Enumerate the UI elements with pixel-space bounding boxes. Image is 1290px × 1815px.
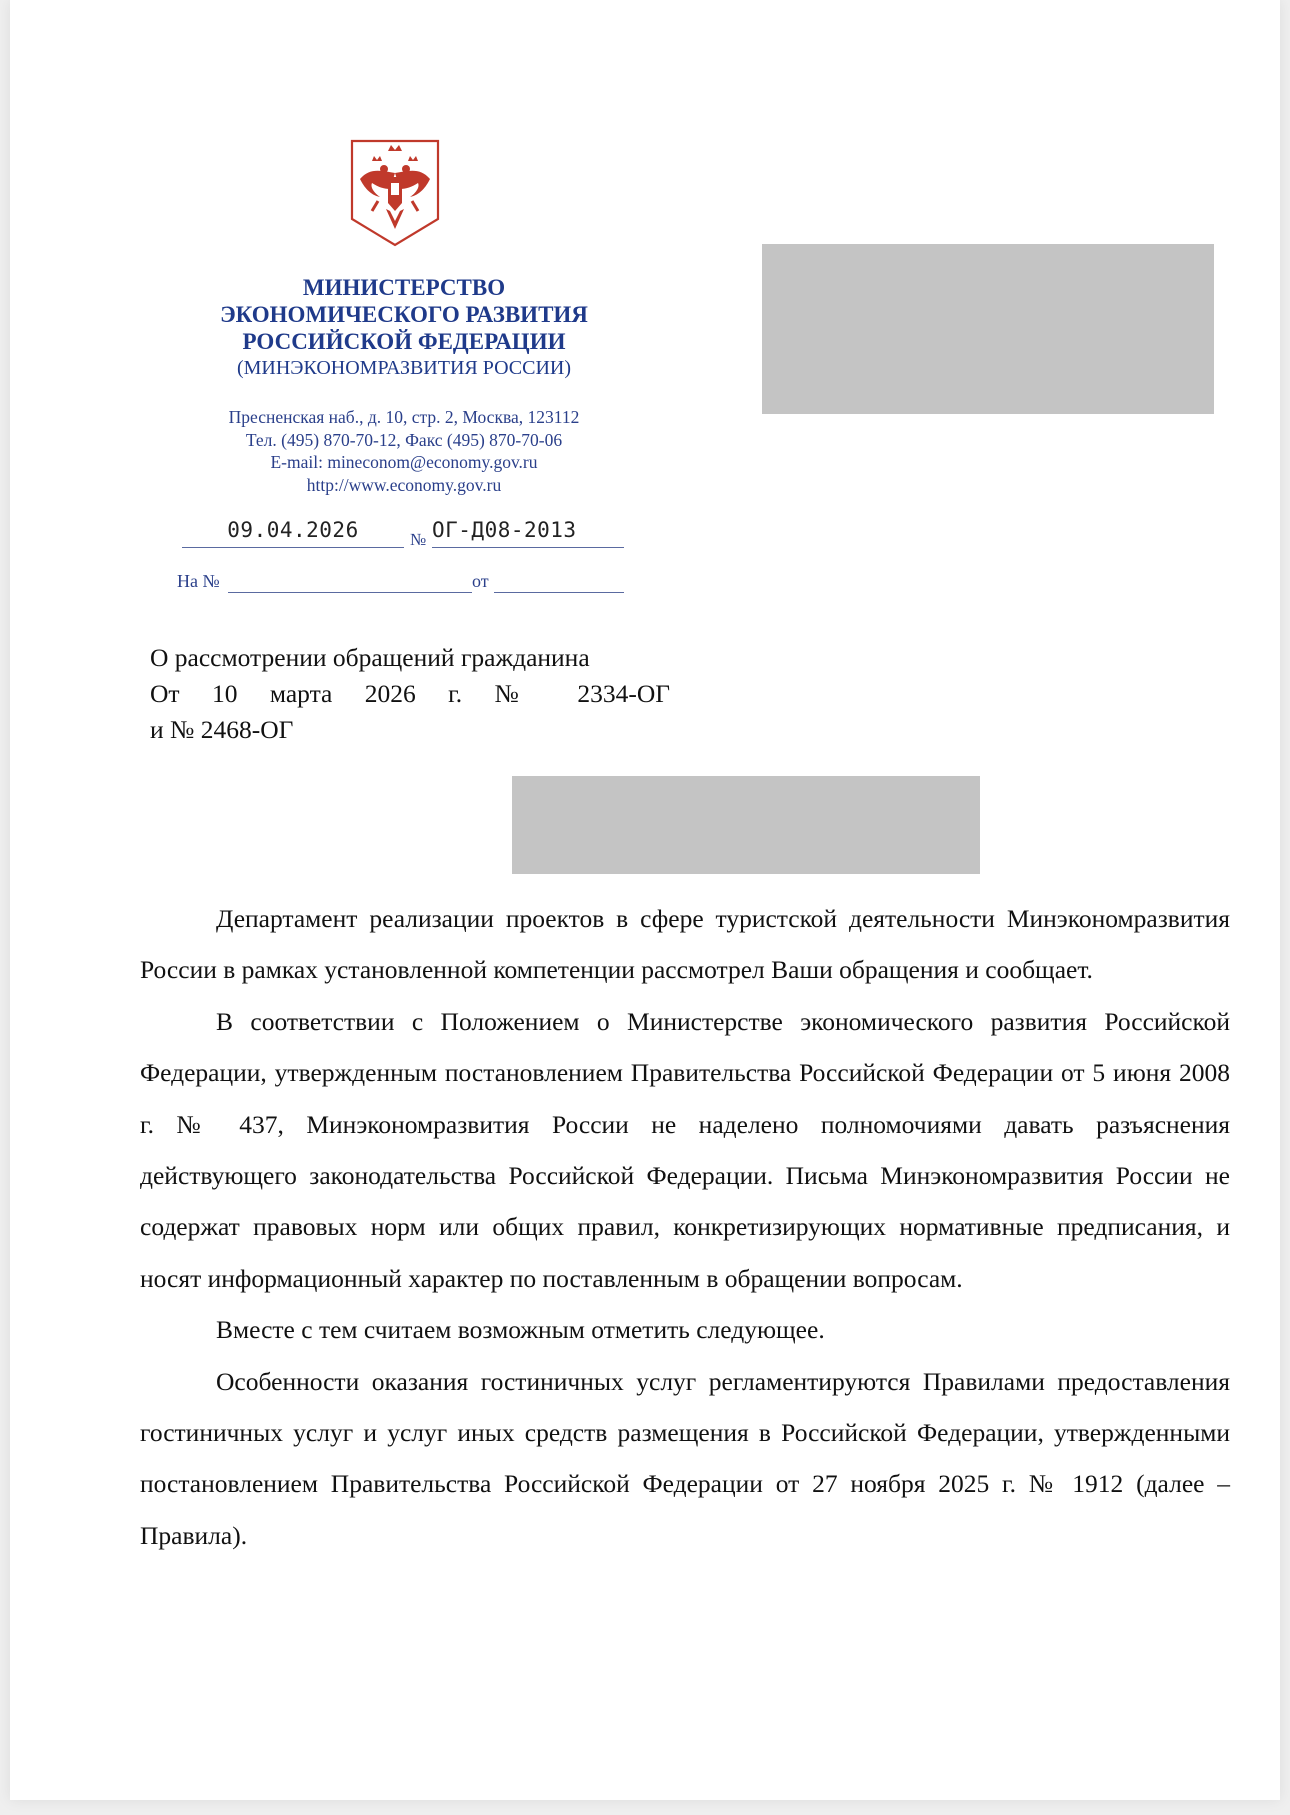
address-line: E-mail: mineconom@economy.gov.ru	[270, 452, 538, 472]
letter-subject	[150, 640, 670, 748]
body-paragraph: Вместе с тем считаем возможным отметить следующее.	[216, 1315, 825, 1345]
ministry-address	[150, 406, 658, 496]
redacted-recipient-block	[762, 244, 1214, 414]
registration-number: ОГ-Д08-2013	[432, 518, 577, 542]
subject-line: и № 2468-ОГ	[150, 715, 294, 744]
russian-coat-of-arms-icon	[348, 137, 442, 249]
ministry-name-line: ЭКОНОМИЧЕСКОГО РАЗВИТИЯ	[220, 302, 588, 327]
reference-number-label: На №	[177, 571, 220, 591]
number-underline	[432, 547, 624, 548]
reference-number-underline	[228, 592, 472, 593]
body-paragraph: Особенности оказания гостиничных услуг регламентируются Правилами предоставления гостиничных услуг и услуг иных средств размещения в Российской Федерации, утвержденными постановлением Правительства Российской Федерации от 27 ноября 2025 г. № 1912 (далее – Правила).	[140, 1366, 1230, 1550]
registration-date: 09.04.2026	[227, 518, 359, 542]
ministry-name	[150, 274, 658, 355]
reference-date-label: от	[472, 571, 489, 591]
body-paragraph: Департамент реализации проектов в сфере туристской деятельности Минэкономразвития России в рамках установленной компетенции рассмотрел Ваши обращения и сообщает.	[140, 904, 1230, 985]
address-line: Тел. (495) 870-70-12, Факс (495) 870-70-06	[245, 429, 563, 450]
reference-date-underline	[494, 592, 624, 593]
subject-line: От 10 марта 2026 г. № 2334-ОГ	[150, 679, 670, 708]
registration-number-label: №	[410, 530, 427, 549]
address-line: http://www.economy.gov.ru	[306, 474, 502, 495]
ministry-name-line: МИНИСТЕРСТВО	[302, 275, 506, 300]
redacted-addressee-block	[512, 776, 980, 874]
ministry-name-line: РОССИЙСКОЙ ФЕДЕРАЦИИ	[242, 329, 566, 354]
ministry-short-name: (МИНЭКОНОМРАЗВИТИЯ РОССИИ)	[236, 357, 572, 379]
date-underline	[182, 547, 404, 548]
document-page	[10, 0, 1280, 1800]
letter-body	[140, 893, 1230, 1561]
address-line: Пресненская наб., д. 10, стр. 2, Москва, 123112	[228, 407, 580, 427]
body-paragraph: В соответствии с Положением о Министерстве экономического развития Российской Федерации, утвержденным постановлением Правительства Российской Федерации от 5 июня 2008 г. № 437, Минэкономразвития России не наделено полномочиями давать разъяснения действующего законодательства Российской Федерации. Письма Минэкономразвития России не содержат правовых норм или общих правил, конкретизирующих нормативные предписания, и носят информационный характер по поставленным в обращении вопросам.	[140, 1006, 1230, 1293]
subject-line: О рассмотрении обращений гражданина	[150, 643, 590, 672]
